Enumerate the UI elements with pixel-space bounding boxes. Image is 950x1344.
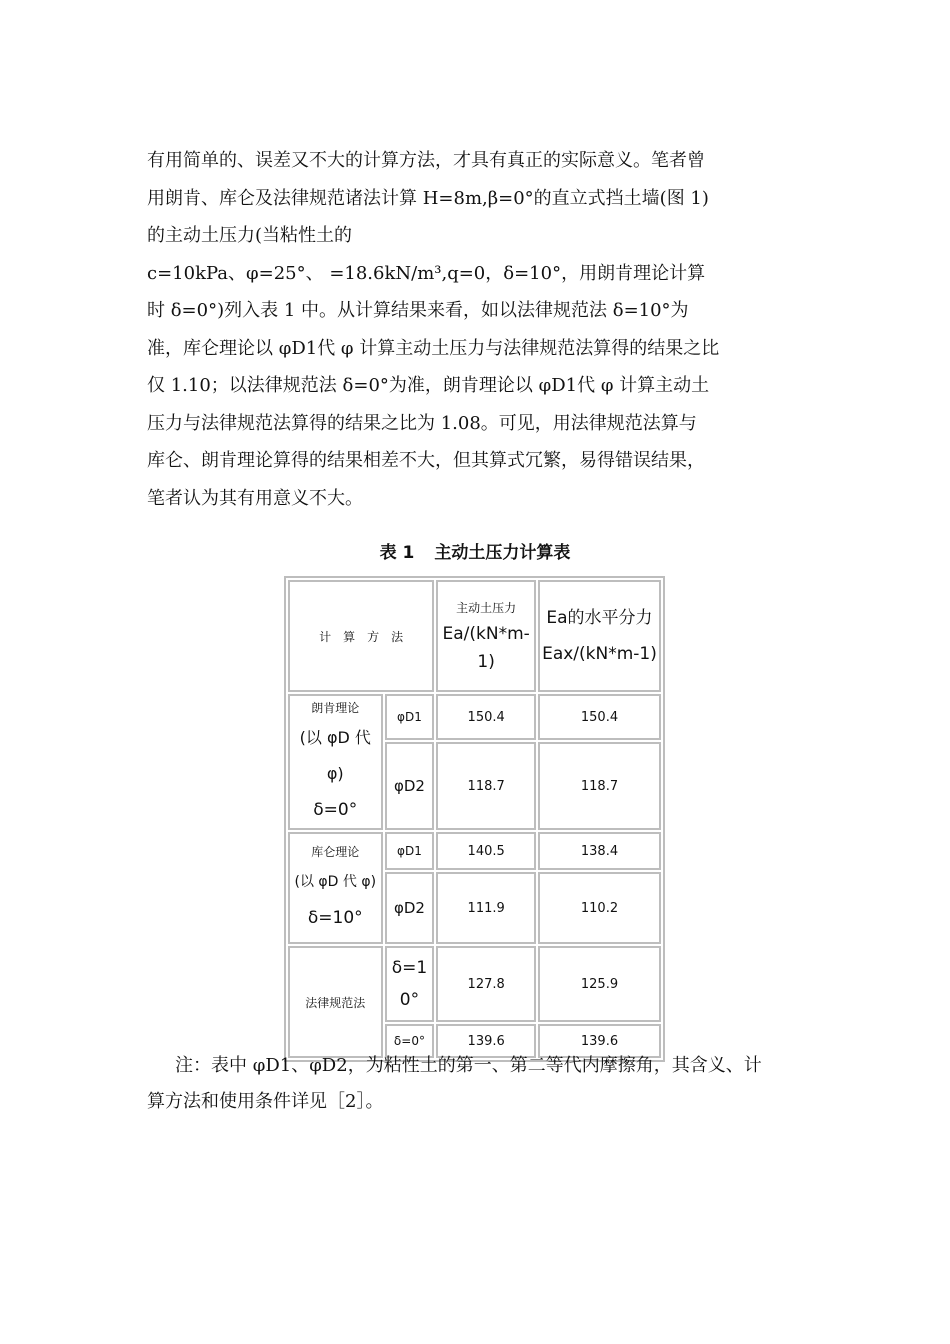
pressure-table [284, 576, 665, 1062]
param-cell: δ=0° [385, 1024, 435, 1058]
group-name: 库仑理论 [311, 845, 360, 859]
body-line: 准，库仑理论以 φD1代 φ 计算主动土压力与法律规范法算得的结果之比 [147, 337, 720, 359]
table-row [288, 694, 661, 740]
body-line: 库仑、朗肯理论算得的结果相差不大，但其算式冗繁，易得错误结果， [147, 450, 705, 471]
header-eax [538, 580, 661, 692]
table-caption-number: 表 1 [379, 543, 415, 563]
ea-cell: 150.4 [436, 694, 536, 740]
group-delta: δ=0° [313, 800, 358, 820]
eax-cell: 138.4 [538, 832, 661, 870]
param-cell: φD2 [385, 872, 435, 944]
group-coulomb [288, 832, 383, 944]
table-note [147, 1048, 762, 1120]
param-cell: φD1 [385, 832, 435, 870]
param-cell: δ=10° [385, 946, 435, 1022]
ea-cell: 127.8 [436, 946, 536, 1022]
eax-cell: 125.9 [538, 946, 661, 1022]
eax-cell: 150.4 [538, 694, 661, 740]
body-line: 笔者认为其有用意义不大。 [147, 487, 363, 509]
header-ea-unit: Ea/(kN*m-1) [442, 624, 530, 672]
body-line: 压力与法律规范法算得的结果之比为 1.08。可见，用法律规范法算与 [147, 412, 697, 434]
group-name: 法律规范法 [305, 995, 366, 1010]
header-ea-label: 主动土压力 [456, 601, 517, 615]
param-cell: φD1 [385, 694, 435, 740]
eax-cell: 110.2 [538, 872, 661, 944]
eax-cell: 118.7 [538, 742, 661, 830]
ea-cell: 118.7 [436, 742, 536, 830]
ea-cell: 140.5 [436, 832, 536, 870]
note-line: 注：表中 φD1、φD2，为粘性土的第一、第二等代内摩擦角，其含义、计 [175, 1055, 762, 1076]
body-line: 有用简单的、误差又不大的计算方法，才具有真正的实际意义。笔者曾 [147, 150, 705, 171]
body-line: 仅 1.10；以法律规范法 δ=0°为准，朗肯理论以 φD1代 φ 计算主动土 [147, 375, 710, 396]
table-caption [0, 538, 950, 563]
body-line: 用朗肯、库仑及法律规范诸法计算 H=8m,β=0°的直立式挡土墙(图 1) [147, 187, 709, 209]
table-header-row [288, 580, 661, 692]
group-name: 朗肯理论 [311, 701, 360, 715]
header-method: 计 算 方 法 [288, 580, 434, 692]
ea-cell: 139.6 [436, 1024, 536, 1058]
body-line: 的主动土压力(当粘性土的 [147, 225, 353, 246]
group-rankine [288, 694, 383, 830]
param-cell: φD2 [385, 742, 435, 830]
body-line: 时 δ=0°)列入表 1 中。从计算结果来看，如以法律规范法 δ=10°为 [147, 300, 689, 321]
ea-cell: 111.9 [436, 872, 536, 944]
header-ea [436, 580, 536, 692]
header-eax-label: Ea的水平分力 [546, 608, 653, 628]
eax-cell: 139.6 [538, 1024, 661, 1058]
body-line: c=10kPa、φ=25°、 =18.6kN/m³,q=0，δ=10°，用朗肯理论计算 [147, 262, 706, 284]
group-sub: (以 φD 代 φ) [294, 874, 377, 890]
group-delta: δ=10° [307, 908, 363, 928]
group-sub: (以 φD 代 φ) [299, 728, 371, 783]
body-paragraph [147, 142, 747, 517]
table-caption-title: 主动土压力计算表 [434, 543, 571, 563]
note-line: 算方法和使用条件详见［2］。 [147, 1091, 384, 1112]
group-code-method [288, 946, 383, 1058]
table-row [288, 946, 661, 1022]
table-row [288, 832, 661, 870]
header-eax-unit: Eax/(kN*m-1) [542, 644, 657, 664]
